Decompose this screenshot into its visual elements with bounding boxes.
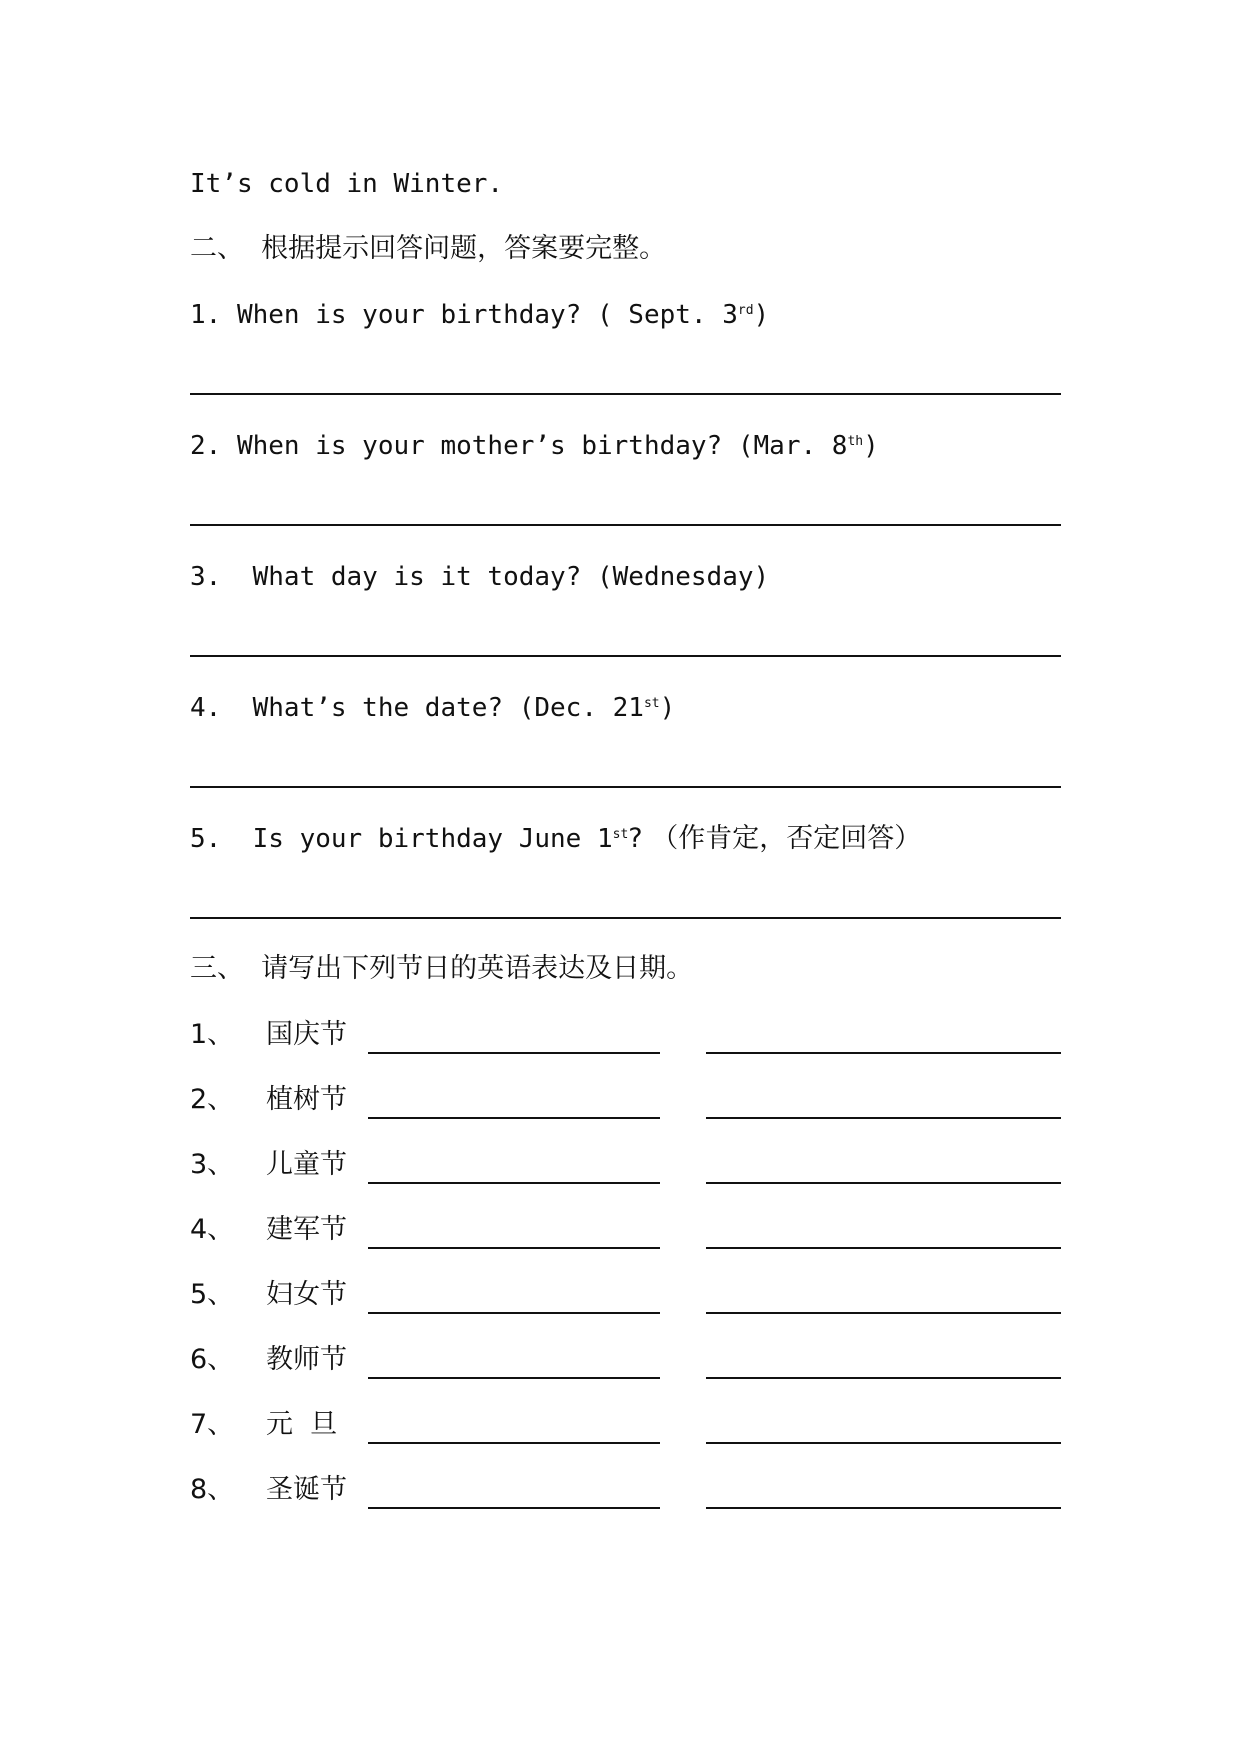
festival-name: 元 旦 bbox=[266, 1409, 338, 1440]
festival-row bbox=[190, 1018, 1061, 1058]
date-blank[interactable] bbox=[706, 1247, 1061, 1249]
question-3 bbox=[190, 560, 769, 594]
answer-line-1[interactable] bbox=[190, 393, 1061, 395]
date-blank[interactable] bbox=[706, 1052, 1061, 1054]
section-3-heading: 三、 请写出下列节日的英语表达及日期。 bbox=[190, 953, 694, 984]
festival-number: 1、 bbox=[190, 1019, 235, 1050]
date-blank[interactable] bbox=[706, 1377, 1061, 1379]
festival-number: 2、 bbox=[190, 1084, 235, 1115]
section-2-heading: 二、 根据提示回答问题，答案要完整。 bbox=[190, 233, 667, 264]
answer-line-4[interactable] bbox=[190, 786, 1061, 788]
festival-number: 6、 bbox=[190, 1344, 235, 1375]
festival-name: 国庆节 bbox=[266, 1019, 347, 1050]
festival-row bbox=[190, 1083, 1061, 1123]
festival-name: 教师节 bbox=[266, 1344, 347, 1375]
question-4-tail: ) bbox=[659, 693, 676, 723]
question-2 bbox=[190, 429, 879, 463]
festival-name: 儿童节 bbox=[266, 1149, 347, 1180]
question-2-text: 2. When is your mother’s birthday? (Mar. 8 bbox=[190, 431, 848, 461]
festival-row bbox=[190, 1278, 1061, 1318]
festival-row bbox=[190, 1408, 1061, 1448]
question-4 bbox=[190, 691, 675, 725]
english-name-blank[interactable] bbox=[368, 1442, 660, 1444]
question-5-sup: st bbox=[612, 827, 629, 842]
intro-line: It’s cold in Winter. bbox=[190, 169, 504, 199]
question-2-sup: th bbox=[847, 434, 864, 449]
question-3-text: 3. What day is it today? (Wednesday) bbox=[190, 562, 770, 592]
english-name-blank[interactable] bbox=[368, 1507, 660, 1509]
date-blank[interactable] bbox=[706, 1182, 1061, 1184]
english-name-blank[interactable] bbox=[368, 1312, 660, 1314]
question-1-tail: ) bbox=[753, 300, 770, 330]
answer-line-2[interactable] bbox=[190, 524, 1061, 526]
english-name-blank[interactable] bbox=[368, 1052, 660, 1054]
question-4-sup: st bbox=[643, 696, 660, 711]
question-1-sup: rd bbox=[737, 303, 754, 318]
answer-line-5[interactable] bbox=[190, 917, 1061, 919]
festival-number: 8、 bbox=[190, 1474, 235, 1505]
date-blank[interactable] bbox=[706, 1442, 1061, 1444]
english-name-blank[interactable] bbox=[368, 1377, 660, 1379]
question-2-tail: ) bbox=[863, 431, 879, 461]
english-name-blank[interactable] bbox=[368, 1247, 660, 1249]
english-name-blank[interactable] bbox=[368, 1117, 660, 1119]
question-1-text: 1. When is your birthday? ( Sept. 3 bbox=[190, 300, 738, 330]
festival-name: 圣诞节 bbox=[266, 1474, 347, 1505]
question-5 bbox=[190, 822, 921, 856]
date-blank[interactable] bbox=[706, 1507, 1061, 1509]
answer-line-3[interactable] bbox=[190, 655, 1061, 657]
question-5-tail: ? （作肯定，否定回答） bbox=[628, 823, 922, 854]
english-name-blank[interactable] bbox=[368, 1182, 660, 1184]
festival-number: 5、 bbox=[190, 1279, 235, 1310]
question-5-text: 5. Is your birthday June 1 bbox=[190, 824, 613, 854]
festival-row bbox=[190, 1343, 1061, 1383]
festival-name: 妇女节 bbox=[266, 1279, 347, 1310]
question-1 bbox=[190, 298, 769, 332]
festival-name: 建军节 bbox=[266, 1214, 347, 1245]
question-4-text: 4. What’s the date? (Dec. 21 bbox=[190, 693, 644, 723]
festival-number: 4、 bbox=[190, 1214, 235, 1245]
festival-number: 7、 bbox=[190, 1409, 235, 1440]
festival-number: 3、 bbox=[190, 1149, 235, 1180]
date-blank[interactable] bbox=[706, 1312, 1061, 1314]
festival-row bbox=[190, 1148, 1061, 1188]
date-blank[interactable] bbox=[706, 1117, 1061, 1119]
festival-name: 植树节 bbox=[266, 1084, 347, 1115]
festival-row bbox=[190, 1213, 1061, 1253]
festival-row bbox=[190, 1473, 1061, 1513]
